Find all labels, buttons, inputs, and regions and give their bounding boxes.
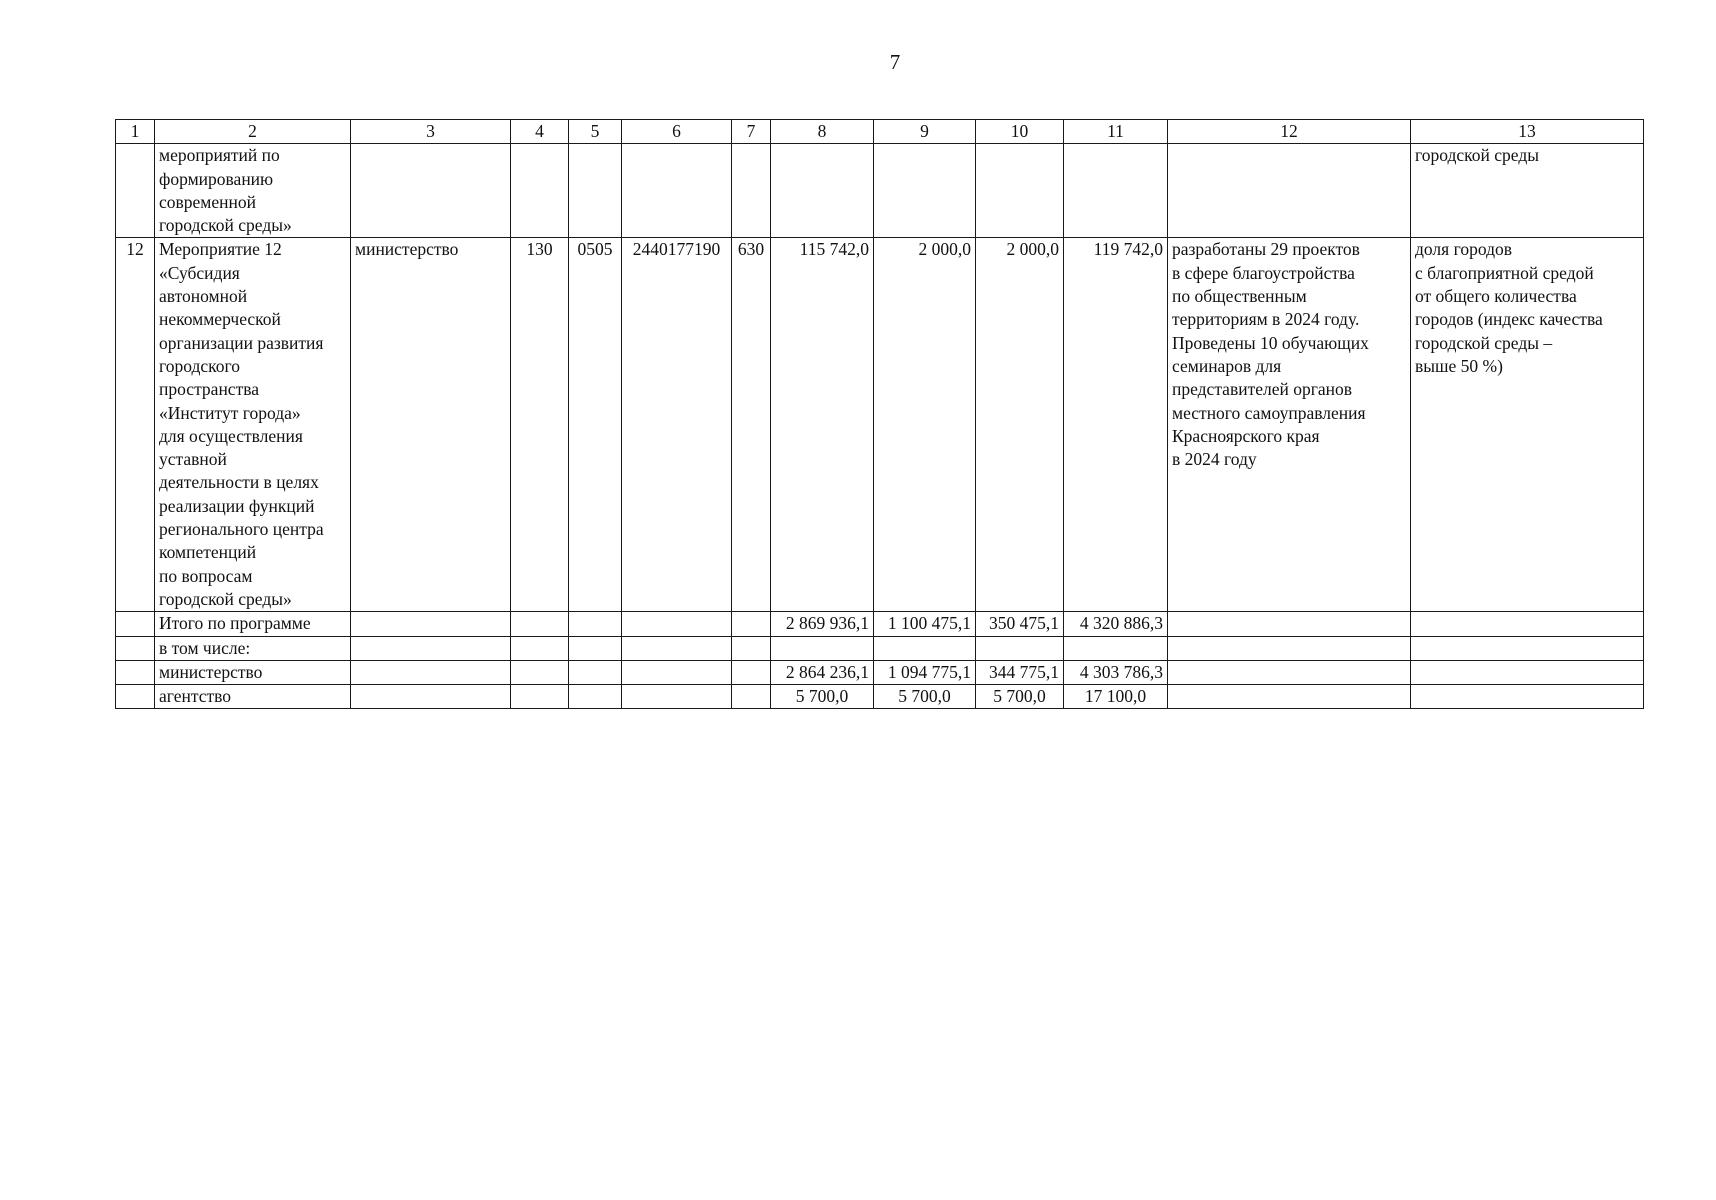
header-cell: 13 — [1411, 120, 1644, 144]
summary-label: в том числе: — [155, 636, 351, 660]
summary-label: агентство — [155, 685, 351, 709]
table-cell — [622, 636, 732, 660]
text-line: Мероприятие 12 — [159, 239, 282, 260]
amount-cell: 2 000,0 — [874, 238, 976, 612]
header-cell: 7 — [732, 120, 771, 144]
table-cell — [1168, 144, 1411, 238]
table-cell — [351, 612, 511, 636]
text-line: регионального центра — [159, 519, 324, 540]
table-cell — [116, 636, 155, 660]
table-cell — [1168, 636, 1411, 660]
text-line: городской среды — [1415, 145, 1539, 166]
table-cell — [622, 660, 732, 684]
table-cell — [116, 660, 155, 684]
text-line: семинаров для — [1172, 355, 1282, 376]
table-cell — [351, 660, 511, 684]
text-line: мероприятий по — [159, 145, 280, 166]
text-line: городского — [159, 355, 241, 376]
text-line: разработаны 29 проектов — [1172, 239, 1360, 260]
header-cell: 12 — [1168, 120, 1411, 144]
amount-cell: 2 864 236,1 — [771, 660, 874, 684]
header-cell: 6 — [622, 120, 732, 144]
table-cell — [511, 685, 569, 709]
header-cell: 11 — [1064, 120, 1168, 144]
amount-cell: 2 869 936,1 — [771, 612, 874, 636]
program-table — [115, 119, 1644, 709]
text-line: местного самоуправления — [1172, 402, 1366, 423]
text-line: организации развития — [159, 332, 324, 353]
amount-cell: 344 775,1 — [976, 660, 1064, 684]
text-line: по вопросам — [159, 565, 253, 586]
summary-row-ministry — [116, 660, 1644, 684]
table-cell — [351, 636, 511, 660]
header-cell: 9 — [874, 120, 976, 144]
page-number: 7 — [889, 50, 901, 74]
amount-cell: 2 000,0 — [976, 238, 1064, 612]
table-cell — [1064, 144, 1168, 238]
text-line: доля городов — [1415, 239, 1512, 260]
text-line: в 2024 году — [1172, 449, 1257, 470]
table-cell — [511, 660, 569, 684]
table-cell — [511, 612, 569, 636]
amount-cell — [771, 636, 874, 660]
table-cell — [569, 660, 622, 684]
table-cell — [732, 660, 771, 684]
table-cell — [569, 612, 622, 636]
table-cell — [351, 685, 511, 709]
amount-cell — [1064, 636, 1168, 660]
amount-cell: 1 094 775,1 — [874, 660, 976, 684]
table-cell — [1411, 685, 1644, 709]
header-cell: 10 — [976, 120, 1064, 144]
text-line: пространства — [159, 379, 260, 400]
table-cell — [1168, 685, 1411, 709]
text-line: городской среды» — [159, 215, 292, 236]
amount-cell — [976, 636, 1064, 660]
table-cell — [1168, 660, 1411, 684]
amount-cell — [874, 636, 976, 660]
text-line: в сфере благоустройства — [1172, 262, 1355, 283]
header-cell: 1 — [116, 120, 155, 144]
header-cell: 8 — [771, 120, 874, 144]
text-line: городской среды» — [159, 588, 292, 609]
table-cell — [732, 636, 771, 660]
table-cell — [976, 144, 1064, 238]
amount-cell: 5 700,0 — [874, 685, 976, 709]
row-number: 12 — [116, 238, 155, 612]
table-cell — [732, 144, 771, 238]
amount-cell: 17 100,0 — [1064, 685, 1168, 709]
table-cell — [622, 612, 732, 636]
table-cell — [1411, 612, 1644, 636]
text-line: выше 50 %) — [1415, 355, 1503, 376]
table-cell — [1411, 660, 1644, 684]
text-line: территориям в 2024 году. — [1172, 309, 1360, 330]
summary-label: Итого по программе — [155, 612, 351, 636]
text-line: городской среды – — [1415, 332, 1553, 353]
text-line: Красноярского края — [1172, 425, 1320, 446]
text-line: формированию — [159, 168, 274, 189]
table-cell — [116, 144, 155, 238]
summary-row-total — [116, 612, 1644, 636]
text-line: компетенций — [159, 542, 257, 563]
table-cell — [116, 685, 155, 709]
table-cell — [622, 685, 732, 709]
text-line: уставной — [159, 449, 227, 470]
executor-cell: министерство — [351, 238, 511, 612]
table-cell — [622, 144, 732, 238]
text-line: от общего количества — [1415, 286, 1577, 307]
event-name-continuation — [155, 144, 351, 238]
text-line: городов (индекс качества — [1415, 309, 1603, 330]
table-cell — [569, 685, 622, 709]
summary-row-agency — [116, 685, 1644, 709]
amount-cell: 4 303 786,3 — [1064, 660, 1168, 684]
header-cell: 5 — [569, 120, 622, 144]
table-cell — [351, 144, 511, 238]
text-line: по общественным — [1172, 286, 1307, 307]
table-cell — [511, 144, 569, 238]
table-cell — [1168, 612, 1411, 636]
text-line: «Субсидия — [159, 262, 240, 283]
summary-label: министерство — [155, 660, 351, 684]
amount-cell: 4 320 886,3 — [1064, 612, 1168, 636]
continuation-row — [116, 144, 1644, 238]
summary-row-including — [116, 636, 1644, 660]
table-cell — [732, 685, 771, 709]
text-line: для осуществления — [159, 425, 303, 446]
code-cell: 130 — [511, 238, 569, 612]
table-cell — [771, 144, 874, 238]
amount-cell: 119 742,0 — [1064, 238, 1168, 612]
text-line: деятельности в целях — [159, 472, 319, 493]
amount-cell: 5 700,0 — [771, 685, 874, 709]
amount-cell: 1 100 475,1 — [874, 612, 976, 636]
table-cell — [1411, 636, 1644, 660]
result-cell — [1168, 238, 1411, 612]
amount-cell: 350 475,1 — [976, 612, 1064, 636]
table-cell — [569, 144, 622, 238]
text-line: реализации функций — [159, 495, 315, 516]
header-cell: 2 — [155, 120, 351, 144]
text-line: современной — [159, 191, 256, 212]
event-row — [116, 238, 1644, 612]
text-line: некоммерческой — [159, 309, 281, 330]
column-number-row — [116, 120, 1644, 144]
table-cell — [511, 636, 569, 660]
text-line: «Институт города» — [159, 402, 301, 423]
event-name — [155, 238, 351, 612]
text-line: с благоприятной средой — [1415, 262, 1594, 283]
indicator-cell — [1411, 238, 1644, 612]
code-cell: 2440177190 — [622, 238, 732, 612]
text-line: Проведены 10 обучающих — [1172, 332, 1369, 353]
header-cell: 4 — [511, 120, 569, 144]
table-cell — [116, 612, 155, 636]
indicator-continuation — [1411, 144, 1644, 238]
table-cell — [732, 612, 771, 636]
code-cell: 630 — [732, 238, 771, 612]
table-cell — [874, 144, 976, 238]
text-line: автономной — [159, 286, 248, 307]
table-cell — [569, 636, 622, 660]
header-cell: 3 — [351, 120, 511, 144]
text-line: представителей органов — [1172, 379, 1353, 400]
code-cell: 0505 — [569, 238, 622, 612]
amount-cell: 115 742,0 — [771, 238, 874, 612]
amount-cell: 5 700,0 — [976, 685, 1064, 709]
